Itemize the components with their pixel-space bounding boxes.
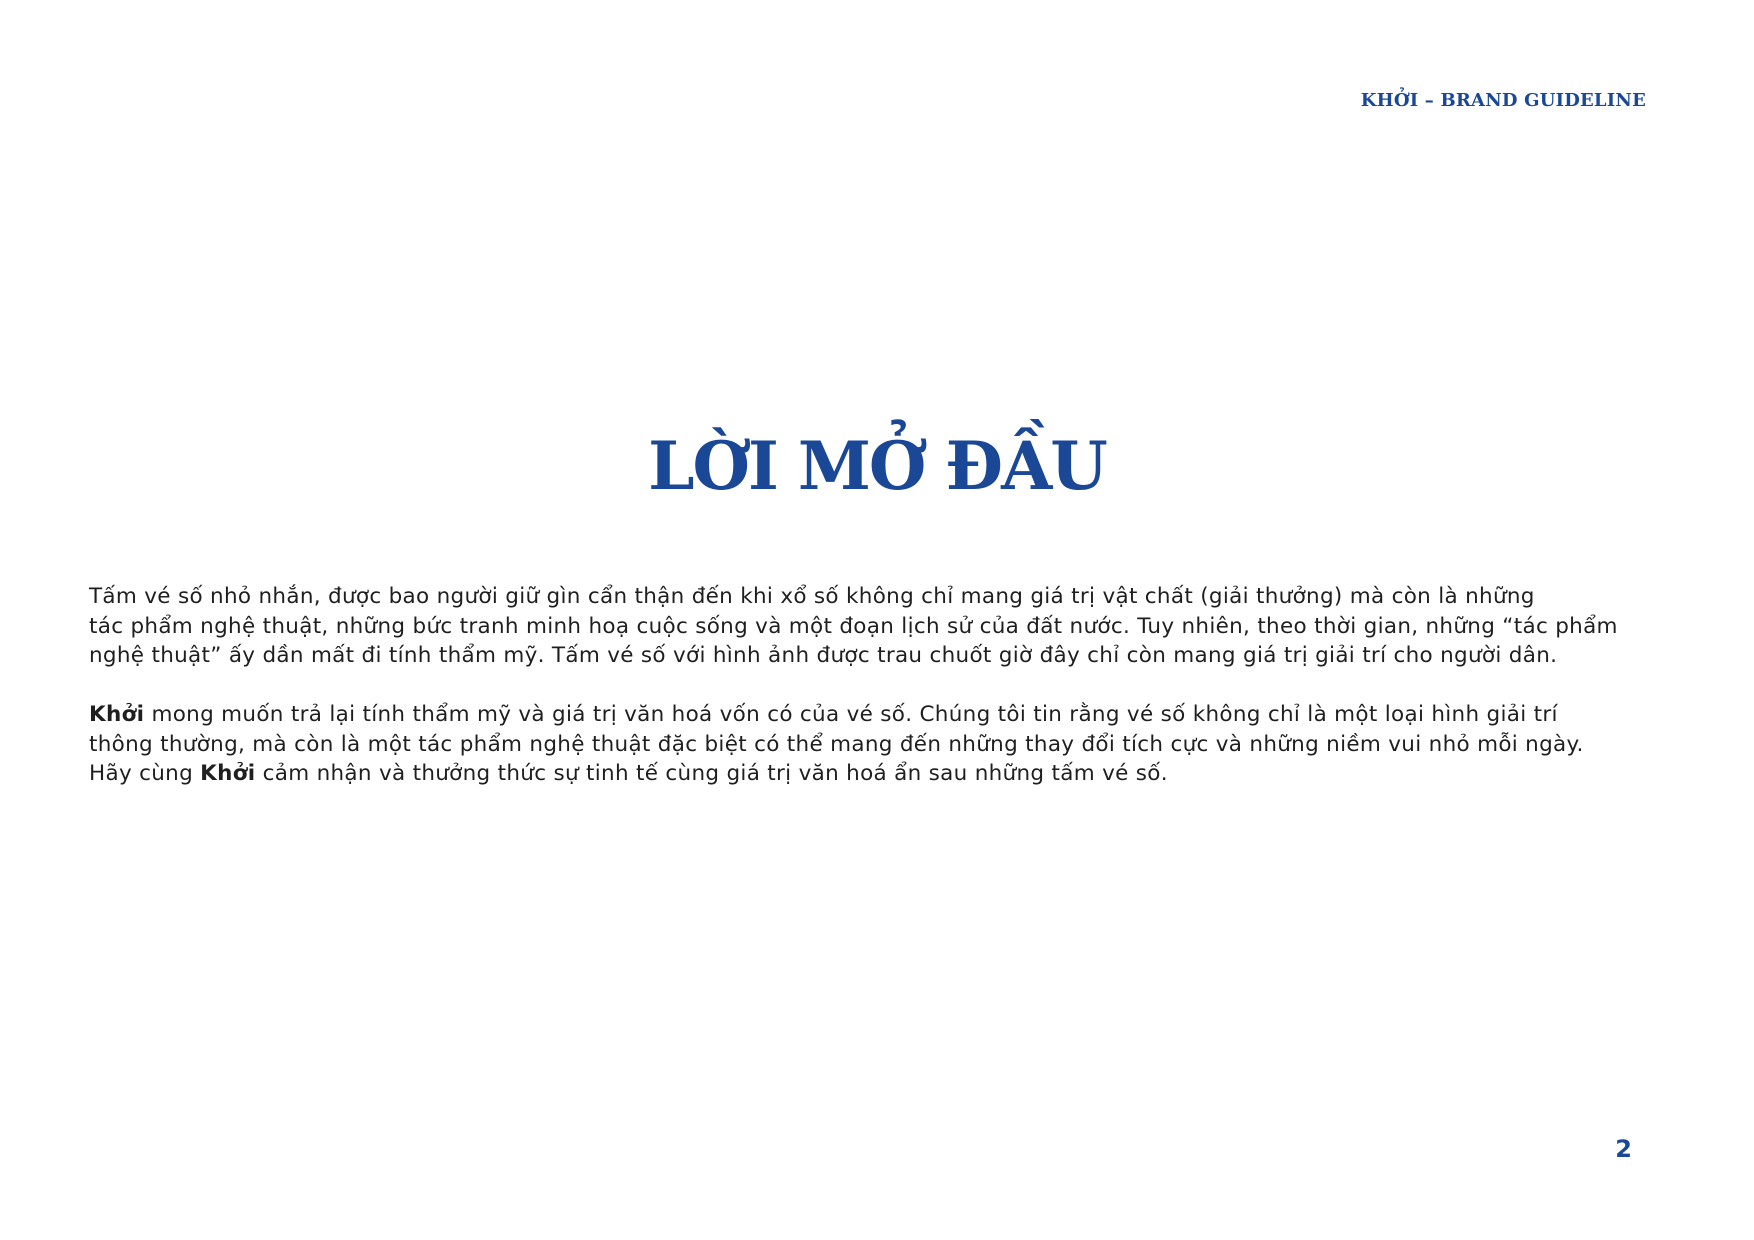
paragraph-line: Hãy cùng [89,761,201,786]
paragraph-line: nghệ thuật” ấy dần mất đi tính thẩm mỹ. Tấm vé số với hình ảnh được trau chuốt giờ đây chỉ còn mang giá trị giải trí cho người dân. [89,643,1558,668]
brand-name: Khởi [200,761,256,786]
intro-paragraph [89,582,1679,671]
paragraph-line: cảm nhận và thưởng thức sự tinh tế cùng giá trị văn hoá ẩn sau những tấm vé số. [255,761,1168,786]
paragraph-line: mong muốn trả lại tính thẩm mỹ và giá trị văn hoá vốn có của vé số. Chúng tôi tin rằng vé số không chỉ là một loại hình giải trí [144,702,1558,727]
body-text [89,582,1679,818]
mission-paragraph [89,700,1679,789]
running-header: KHỞI – BRAND GUIDELINE [1360,90,1646,111]
paragraph-line: Tấm vé số nhỏ nhắn, được bao người giữ gìn cẩn thận đến khi xổ số không chỉ mang giá trị vật chất (giải thưởng) mà còn là những [89,584,1535,609]
page-title: LỜI MỞ ĐẦU [648,427,1106,505]
brand-name: Khởi [89,702,145,727]
page-number: 2 [1615,1135,1632,1163]
paragraph-line: thông thường, mà còn là một tác phẩm nghệ thuật đặc biệt có thể mang đến những thay đổi tích cực và những niềm vui nhỏ mỗi ngày. [89,731,1584,757]
paragraph-line: tác phẩm nghệ thuật, những bức tranh minh hoạ cuộc sống và một đoạn lịch sử của đất nước. Tuy nhiên, theo thời gian, những “tác phẩm [89,613,1618,639]
